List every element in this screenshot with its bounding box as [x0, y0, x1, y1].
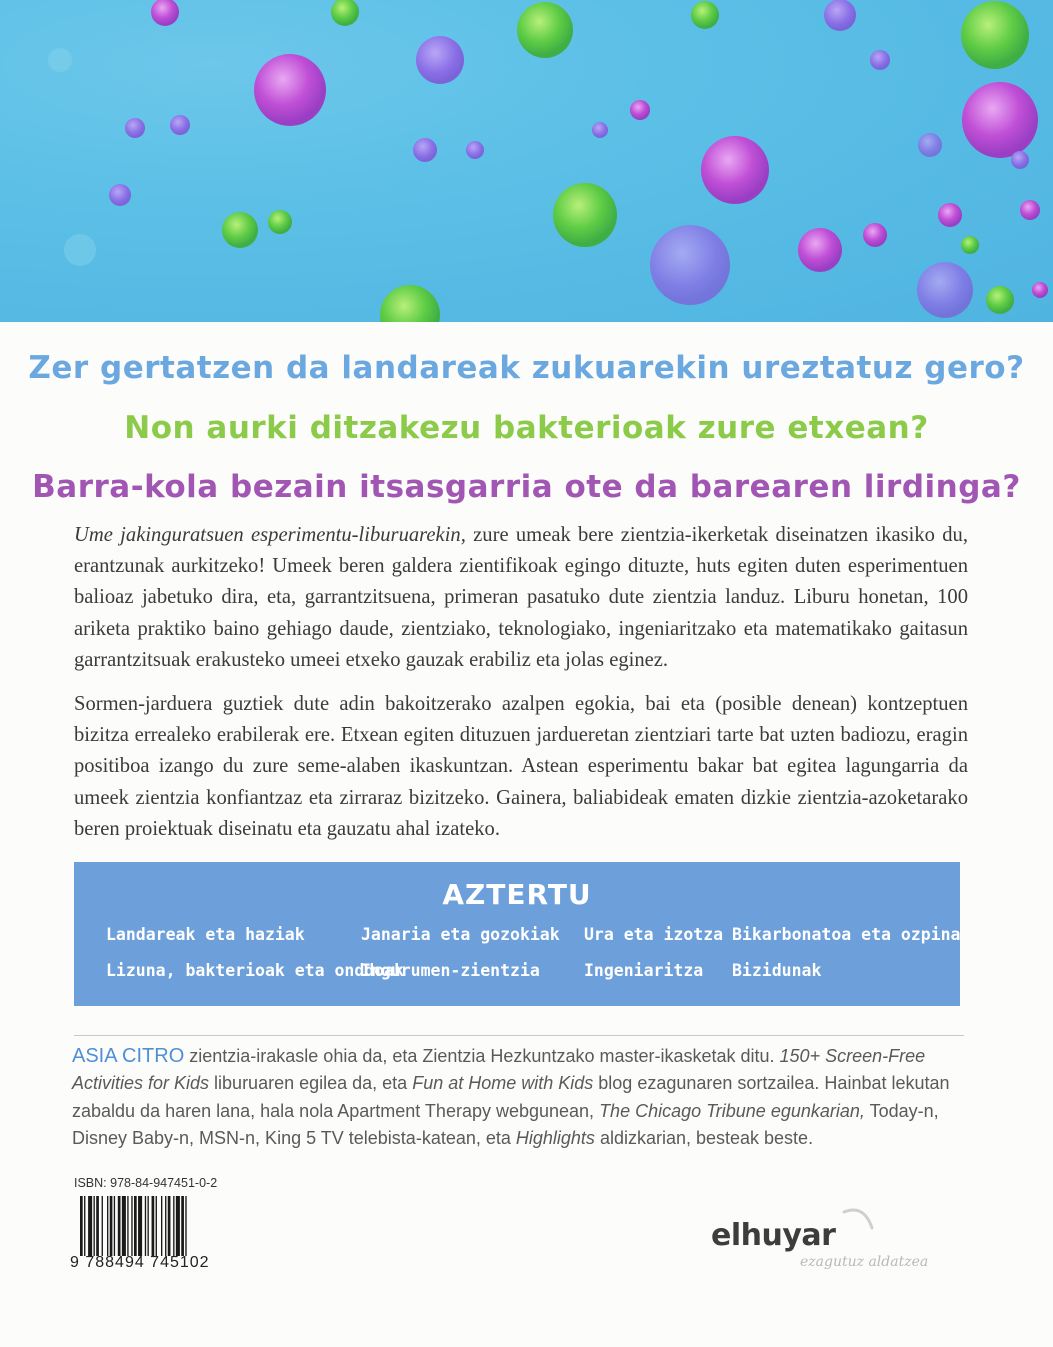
barcode-bar: [131, 1196, 132, 1256]
barcode-bar: [156, 1196, 157, 1256]
barcode-bar: [102, 1196, 103, 1256]
barcode-bar: [127, 1196, 128, 1256]
second-paragraph: Sormen-jarduera guztiek dute adin bakoitzerako azalpen egokia, bai eta (posible denean) kontzeptuen bizitza errealeko erabilerak ere. Etxean egiten dituzuen jardueretan zientziari tarte bat uzten badiozu, eragin positiboa izango du zure seme-alaben ikaskuntzan. Astean esperimentu bakar bat egitea lagungarria da umeek zientzia konfiantzaz eta zirraraz bizitzeko. Gainera, baliabideak ematen dizkie zientzia-azoketarako beren proiektuak diseinatu eta gauzatu ahal izateko.: [74, 693, 968, 840]
barcode-bar: [185, 1196, 186, 1256]
topic-item: Janaria eta gozokiak: [361, 925, 560, 944]
cover-photo: [0, 0, 1053, 322]
barcode-bar: [134, 1196, 137, 1256]
bubbles-illustration: [0, 0, 1053, 322]
barcode-bar: [96, 1196, 99, 1256]
barcode-bar: [138, 1196, 142, 1256]
bio-magazine-title: Highlights: [515, 1127, 595, 1148]
topic-item: Ingeniaritza: [584, 961, 704, 980]
barcode-bar: [152, 1196, 155, 1256]
barcode-bar: [114, 1196, 115, 1256]
publisher-logo-arc-icon: [842, 1206, 878, 1232]
author-bio: [72, 1043, 972, 1152]
barcode-bar: [84, 1196, 85, 1256]
barcode-bar: [176, 1196, 180, 1256]
barcode-bar: [161, 1196, 162, 1256]
bio-blog-title: Fun at Home with Kids: [412, 1073, 594, 1094]
author-name: ASIA CITRO: [72, 1045, 185, 1067]
intro-text: zure umeak bere zientzia-ikerketak diseinatzen ikasiko du, erantzunak aurkitzeko! Umeek beren galdera zientifikoak egingo dituzte, huts egiten duten esperimentuen balioaz jabetuko dira, eta, garrantzitsuena, primeran pasatuko dute zientzia landuz. Liburu honetan, 100 ariketa praktiko baino gehiago daude, zientziako, teknologiako, ingeniaritzako eta matematikako gaitasun garrantzitsuak erakusteko umeei etxeko gauzak erabiliz eta jolas eginez.: [74, 524, 968, 671]
barcode-digits: 9 788494 745102: [70, 1254, 210, 1271]
topic-item: Landareak eta haziak: [106, 925, 305, 944]
topic-item: Lizuna, bakterioak eta onddoak: [106, 961, 405, 980]
barcode-bar: [94, 1196, 95, 1256]
barcode-bar: [107, 1196, 108, 1256]
barcode-bar: [181, 1196, 184, 1256]
barcode-bar: [110, 1196, 113, 1256]
bio-text: liburuaren egilea da, eta: [209, 1073, 413, 1094]
bio-text: aldizkarian, besteak beste.: [594, 1127, 814, 1148]
bio-text: Today-n, Disney Baby-n, MSN-n, King 5 TV telebista-katean, eta: [72, 1100, 939, 1148]
bio-book-title: 150+ Screen-Free Activities for Kids: [72, 1046, 926, 1094]
barcode-bar: [165, 1196, 166, 1256]
barcode-bar: [148, 1196, 149, 1256]
divider: [74, 1035, 964, 1036]
barcode-bar: [122, 1196, 126, 1256]
barcode-bar: [80, 1196, 83, 1256]
intro-italic-lead: Ume jakinguratsuen esperimentu-liburuarekin,: [74, 524, 466, 546]
bio-text: blog ezagunaren sortzailea. Hainbat lekutan zabaldu da haren lana, hala nola Apartment Therapy webgunean,: [72, 1073, 950, 1121]
barcode: [80, 1196, 226, 1256]
barcode-bar: [173, 1196, 174, 1256]
topics-box-title: AZTERTU: [442, 878, 592, 911]
intro-paragraph: [74, 520, 968, 676]
barcode-bar: [88, 1196, 92, 1256]
topic-item: Ingurumen-zientzia: [361, 961, 540, 980]
topic-item: Ura eta izotza: [584, 925, 724, 944]
isbn-label: ISBN: 978-84-947451-0-2: [74, 1176, 218, 1190]
bio-newspaper-title: The Chicago Tribune egunkarian,: [599, 1100, 865, 1121]
question-3: Barra-kola bezain itsasgarria ote da barearen lirdinga?: [32, 469, 1021, 505]
question-1: Zer gertatzen da landareak zukuarekin ureztatuz gero?: [28, 350, 1025, 386]
question-2: Non aurki ditzakezu bakterioak zure etxean?: [124, 410, 929, 446]
barcode-bar: [118, 1196, 121, 1256]
publisher-tagline: ezagutuz aldatzea: [800, 1254, 929, 1270]
bio-text: zientzia-irakasle ohia da, eta Zientzia Hezkuntzako master-ikasketak ditu.: [184, 1046, 780, 1066]
topic-item: Bikarbonatoa eta ozpina: [732, 925, 961, 944]
publisher-logo: elhuyar: [711, 1218, 836, 1253]
barcode-bar: [145, 1196, 146, 1256]
topic-item: Bizidunak: [732, 961, 822, 980]
barcode-bar: [168, 1196, 171, 1256]
